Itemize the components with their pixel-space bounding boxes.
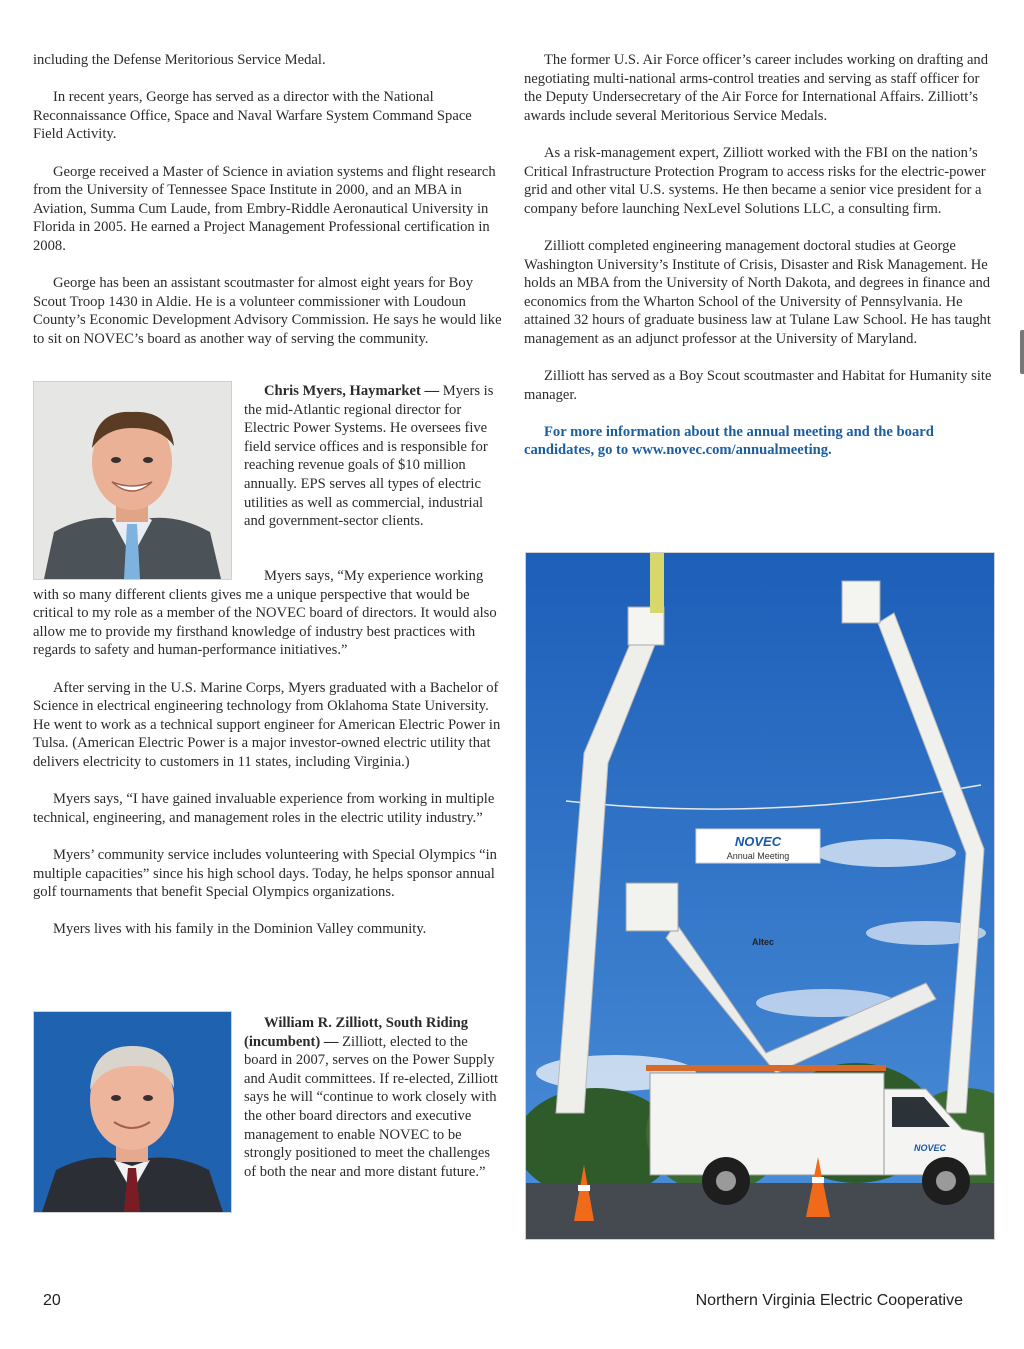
scrollbar-handle[interactable]	[1020, 330, 1024, 374]
banner-brand-text: NOVEC	[734, 834, 782, 849]
william-zilliott-photo	[33, 1011, 232, 1213]
paragraph: As a risk-management expert, Zilliott worked with the FBI on the nation’s Critical Infrastructure Protection Program to access risks for the electric-power grid and other vital U.S. systems. He then became a senior vice president for a company before launching NexLevel Solutions LLC, a consulting firm.	[524, 144, 986, 217]
right-column	[524, 51, 996, 479]
paragraph: including the Defense Meritorious Service Medal.	[33, 52, 326, 68]
boom-brand-text: Altec	[752, 937, 775, 947]
myers-name: Chris Myers, Haymarket —	[264, 383, 440, 399]
zilliott-intro	[244, 1014, 502, 1181]
myers-intro-paragraph	[244, 382, 502, 531]
paragraph: Zilliott completed engineering management doctoral studies at George Washington University’s Institute of Crisis, Disaster and Risk Management. He holds an MBA from the University of North Dakota, and degrees in finance and economics from the Wharton School of the University of Pennsylvania. He attained 32 hours of graduate business law at Tulane Law School. He has taught management as an adjunct professor at the University of Maryland.	[524, 237, 991, 347]
paragraph: George received a Master of Science in aviation systems and flight research from the University of Tennessee Space Institute in 2000, and an MBA in Aviation, Summa Cum Laude, from Embry-Riddle Aeronautical University in Florida in 2005. He earned a Project Management Professional certification in 2008.	[33, 163, 496, 254]
bucket-truck-photo	[525, 552, 995, 1240]
zilliott-intro-paragraph	[244, 1014, 502, 1181]
myers-quote-lead: Myers says, “My experience working	[264, 568, 484, 584]
page-number: 20	[43, 1292, 61, 1309]
paragraph: Zilliott has served as a Boy Scout scoutmaster and Habitat for Humanity site manager.	[524, 368, 992, 403]
paragraph: The former U.S. Air Force officer’s career includes working on drafting and negotiating multi-national arms-control treaties and serving as staff officer for the Deputy Undersecretary of the Air Force for International Affairs. Zilliott’s awards include several Meritorious Service Medals.	[524, 52, 989, 124]
myers-intro	[244, 382, 502, 531]
left-column-top	[33, 51, 503, 367]
paragraph: In recent years, George has served as a director with the National Reconnaissance Office, Space and Naval Warfare System Command Space Field Activity.	[33, 89, 472, 143]
annual-meeting-link-text[interactable]: For more information about the annual meeting and the board candidates, go to www.novec.com/annualmeeting.	[524, 423, 934, 459]
left-column-middle	[33, 567, 503, 957]
banner-subtitle-text: Annual Meeting	[726, 851, 790, 861]
paragraph: Myers lives with his family in the Dominion Valley community.	[53, 921, 427, 938]
paragraph: Myers says, “I have gained invaluable experience from working in multiple technical, engineering, and management roles in the electric utility industry.”	[33, 791, 495, 826]
myers-quote-paragraph	[33, 567, 503, 660]
paragraph: After serving in the U.S. Marine Corps, Myers graduated with a Bachelor of Science in electrical engineering technology from Oklahoma State University. He went to work as a technical support engineer for American Electric Power in Tulsa. (American Electric Power is a major investor-owned electric utility that delivers electricity to customers in 11 states, including Virginia.)	[33, 679, 501, 770]
chris-myers-photo	[33, 381, 232, 580]
zilliott-name: William R. Zilliott, South Riding (incumbent) —	[244, 1015, 469, 1050]
paragraph: Myers’ community service includes volunteering with Special Olympics “in multiple capacities” since his high school days. Today, he helps sponsor annual golf tournaments that benefit Special Olympics organizations.	[33, 846, 497, 901]
myers-intro-text: Myers is the mid-Atlantic regional director for Electric Power Systems. He oversees five field service offices and is responsible for reaching revenue goals of $10 million annually. EPS serves all types of electric utilities as well as commercial, industrial and government-sector clients.	[244, 383, 494, 530]
zilliott-intro-text: Zilliott, elected to the board in 2007, serves on the Power Supply and Audit committees. If re-elected, Zilliott says he will “continue to work closely with the other board directors and executive management to enable NOVEC to be strongly positioned to meet the challenges of both the near and more distant future.”	[244, 1033, 499, 1180]
paragraph: George has been an assistant scoutmaster for almost eight years for Boy Scout Troop 1430 in Aldie. He is a volunteer commissioner with Loudoun County’s Economic Development Advisory Commission. He says he would like to sit on NOVEC’s board as another way of serving the community.	[33, 275, 502, 347]
door-logo-text: NOVEC	[914, 1143, 947, 1153]
publication-name: Northern Virginia Electric Cooperative	[695, 1292, 963, 1309]
myers-quote-rest: with so many different clients gives me a unique perspective that would be critical to my role as a member of the NOVEC board of directors. It would also allow me to provide my firsthand knowledge of industry best practices with regards to safety and human-performance initiatives.”	[33, 586, 497, 659]
